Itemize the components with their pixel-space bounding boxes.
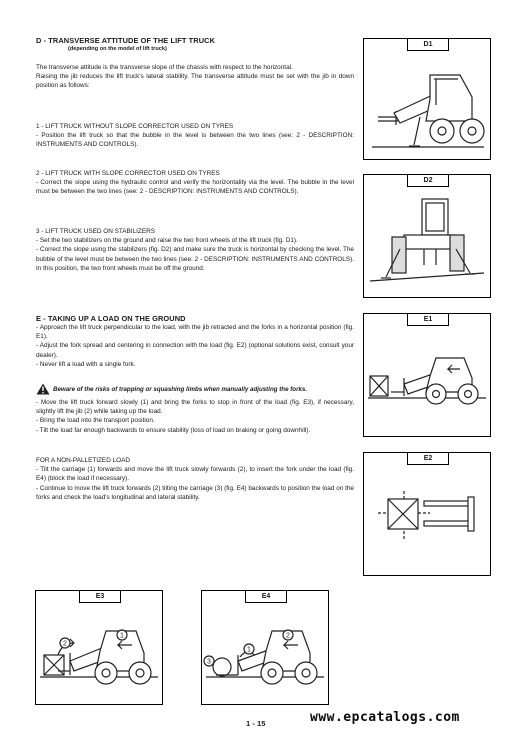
case-2-text: - Correct the slope using the hydraulic control and verify the horizontality via the level. The bubble in the level must be between the two lines (see: 2 - DESCRIPTION: INSTRUMENTS AND CONTROLS). (36, 179, 354, 196)
telehandler-approaching-load-illustration (364, 314, 490, 436)
page-number: 1 - 15 (246, 719, 266, 728)
step-item: - Adjust the fork spread and centering in connection with the load (fig. E2) (optional solutions exist, consult your dealer). (36, 342, 354, 359)
figure-label: D2 (407, 174, 449, 187)
case-1-text: - Position the lift truck so that the bubble in the level is between the two lines (see: 2 - DESCRIPTION: INSTRUMENTS AND CONTROLS). (36, 132, 354, 149)
case-3-title: 3 - LIFT TRUCK USED ON STABILIZERS (36, 228, 155, 235)
step-item: - Tilt the load far enough backwards to ensure stability (loss of load on braking or going downhill). (36, 426, 311, 434)
section-d-intro (36, 63, 354, 91)
case-1-title: 1 - LIFT TRUCK WITHOUT SLOPE CORRECTOR USED ON TYRES (36, 123, 234, 130)
figure-label: E1 (407, 313, 449, 326)
fork-spread-top-view-illustration (364, 453, 490, 575)
non-palletized-block (36, 456, 354, 502)
warning-triangle-icon (36, 383, 50, 395)
telehandler-non-palletized-load-illustration (202, 591, 328, 704)
intro-paragraph: Raising the jib reduces the lift truck's lateral stability. The transverse attitude must be set with the jib in down position as follows: (36, 73, 354, 90)
step-item: - Bring the load into the transport position. (36, 417, 155, 425)
warning-row (36, 383, 356, 395)
section-e-title: E - TAKING UP A LOAD ON THE GROUND (36, 314, 186, 323)
callout-2: 2 (286, 632, 290, 640)
case-2-title: 2 - LIFT TRUCK WITH SLOPE CORRECTOR USED ON TYRES (36, 170, 220, 177)
callout-3: 3 (207, 658, 211, 666)
figure-label: E4 (245, 590, 287, 603)
case-1-block (36, 122, 354, 150)
figure-e1 (363, 313, 491, 437)
telehandler-taking-load-illustration (36, 591, 162, 704)
callout-1: 1 (120, 632, 124, 640)
watermark: www.epcatalogs.com (310, 710, 460, 725)
case-3-text: - Correct the slope using the stabilizers (fig. D2) and make sure the truck is horizontal by checking the level. The bubble of the level must be between the two lines (see: 2 - DESCRIPTION: INSTRUMENTS AND CONTROLS). In this position, the two front wheels must be off the ground. (36, 246, 354, 272)
step-item: - Move the lift truck forward slowly (1) and bring the forks to stop in front of the load (fig. E3), if necessary, slightly lift the jib (2) while taking up the load. (36, 399, 354, 416)
telehandler-front-view-illustration (364, 175, 490, 297)
callout-1: 1 (247, 646, 251, 654)
case-3-block (36, 227, 354, 273)
warning-text: Beware of the risks of trapping or squashing limbs when manually adjusting the forks. (53, 385, 308, 393)
figure-d1 (363, 38, 491, 160)
figure-e2 (363, 452, 491, 576)
figure-d2 (363, 174, 491, 298)
case-3-text: - Set the two stabilizers on the ground and raise the two front wheels of the lift truck (fig. D1). (36, 237, 298, 245)
intro-paragraph: The transverse attitude is the transverse slope of the chassis with respect to the horizontal. (36, 64, 293, 71)
section-e-steps-2 (36, 398, 354, 435)
case-2-block (36, 169, 354, 197)
step-item: - Approach the lift truck perpendicular to the load, with the jib retracted and the forks in a horizontal position (fig. E1). (36, 324, 354, 341)
step-item: - Never lift a load with a single fork. (36, 360, 136, 368)
step-item: - Tilt the carriage (1) forwards and move the lift truck slowly forwards (2), to insert the fork under the load (fig. E4) (block the load if necessary). (36, 466, 354, 483)
figure-label: D1 (407, 38, 449, 51)
step-item: - Continue to move the lift truck forwards (2) tilting the carriage (3) (fig. E4) backwards to position the load on the forks and check the load's longitudinal and lateral stability. (36, 484, 354, 501)
section-d-title: D - TRANSVERSE ATTITUDE OF THE LIFT TRUCK (36, 36, 216, 45)
non-palletized-title: FOR A NON-PALLETIZED LOAD (36, 457, 130, 464)
figure-label: E3 (79, 590, 121, 603)
callout-2: 2 (63, 640, 67, 648)
figure-e3 (35, 590, 163, 705)
figure-e4 (201, 590, 329, 705)
telehandler-raised-jib-illustration (364, 39, 490, 159)
section-e-steps (36, 323, 354, 369)
section-d-subtitle: (depending on the model of lift truck) (68, 46, 167, 52)
figure-label: E2 (407, 452, 449, 465)
